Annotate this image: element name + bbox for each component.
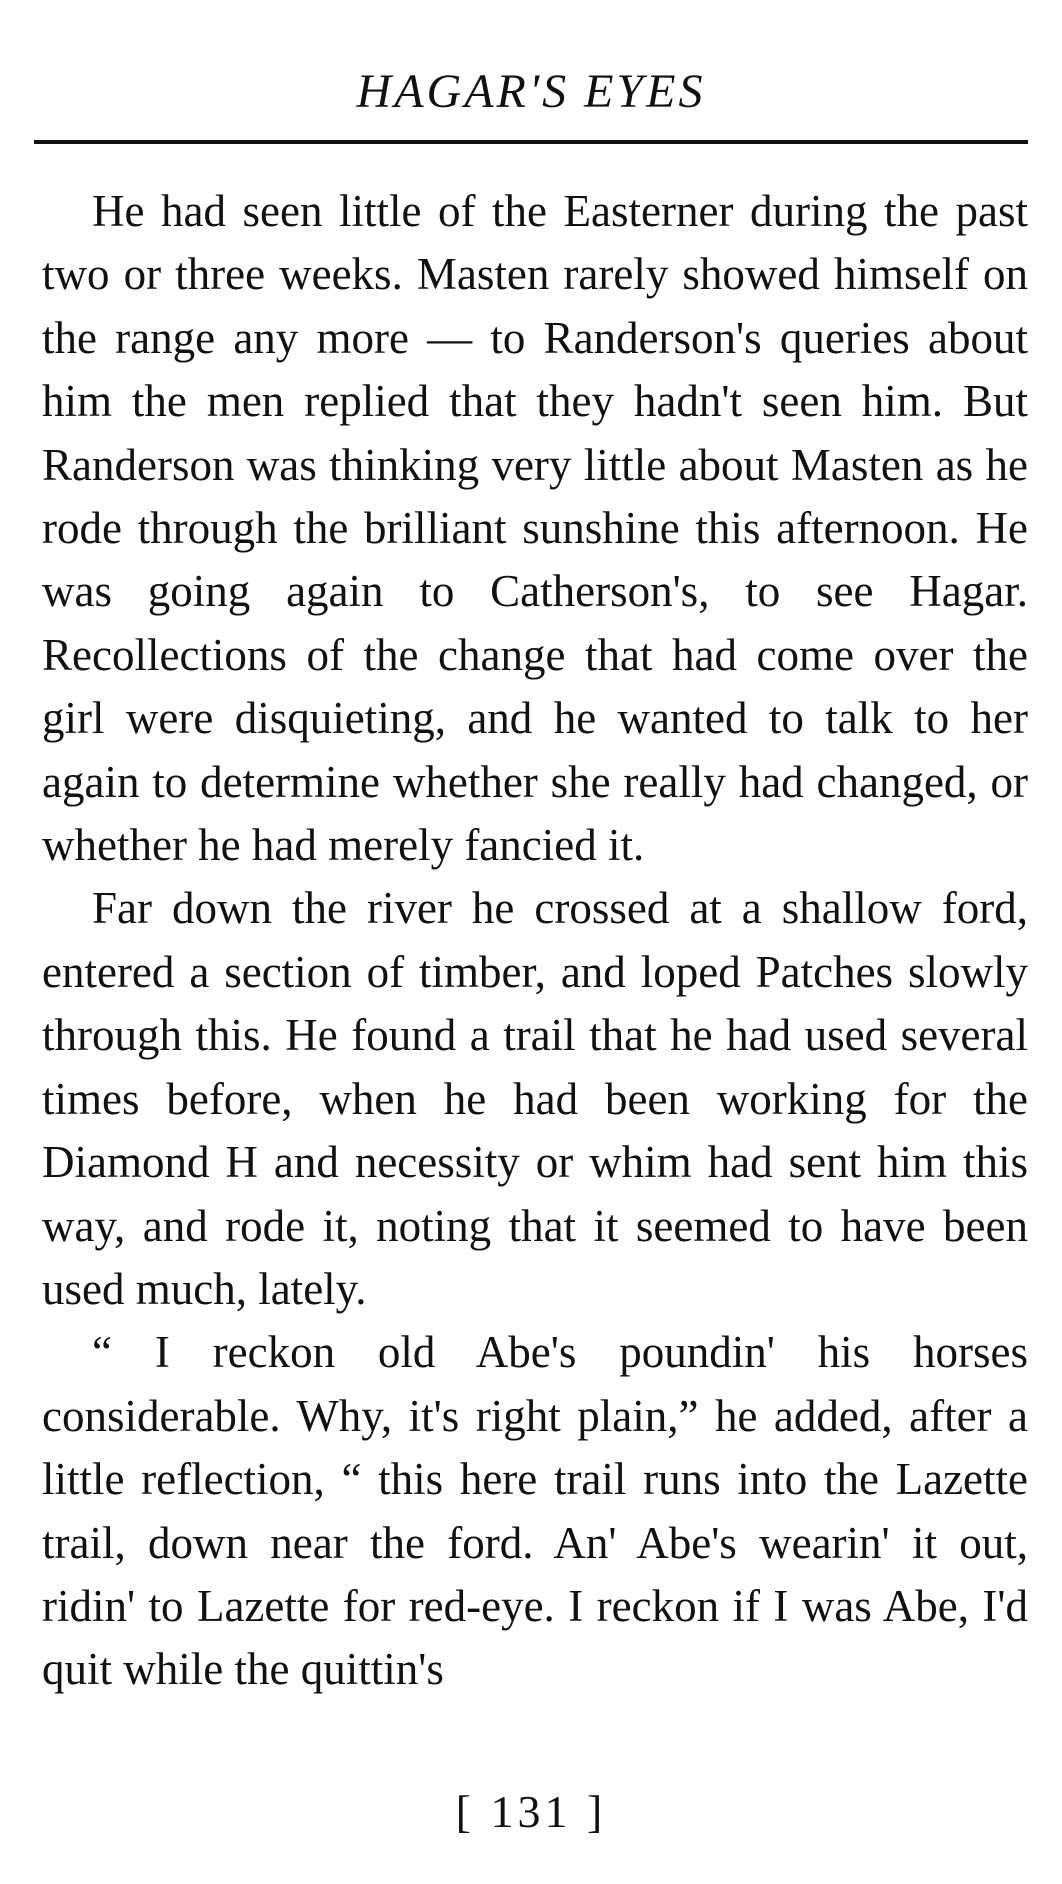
body-text — [42, 180, 1028, 1702]
header-rule — [34, 140, 1028, 144]
paragraph-3: “ I reckon old Abe's poundin' his horses considerable. Why, it's right plain,” he added, after a little reflection, “ this here trail runs into the Lazette trail, down near the ford. An' Abe's wearin' it out, ridin' to Lazette for red-eye. I reckon if I was Abe, I'd quit while the quittin's — [42, 1327, 1028, 1695]
running-head: HAGAR'S EYES — [356, 65, 706, 118]
paragraph-1: He had seen little of the Easterner during the past two or three weeks. Masten rarely showed himself on the range any more — to Randerson's queries about him the men replied that they hadn't seen him. But Randerson was thinking very little about Masten as he rode through the brilliant sunshine this afternoon. He was going again to Catherson's, to see Hagar. Recollections of the change that had come over the girl were disquieting, and he wanted to talk to her again to determine whether she really had changed, or whether he had merely fancied it. — [42, 186, 1028, 871]
paragraph-2: Far down the river he crossed at a shallow ford, entered a section of timber, and loped Patches slowly through this. He found a trail that he had used several times before, when he had been working for the Diamond H and necessity or whim had sent him this way, and rode it, noting that it seemed to have been used much, lately. — [42, 883, 1028, 1314]
page-number: [ 131 ] — [455, 1786, 607, 1837]
